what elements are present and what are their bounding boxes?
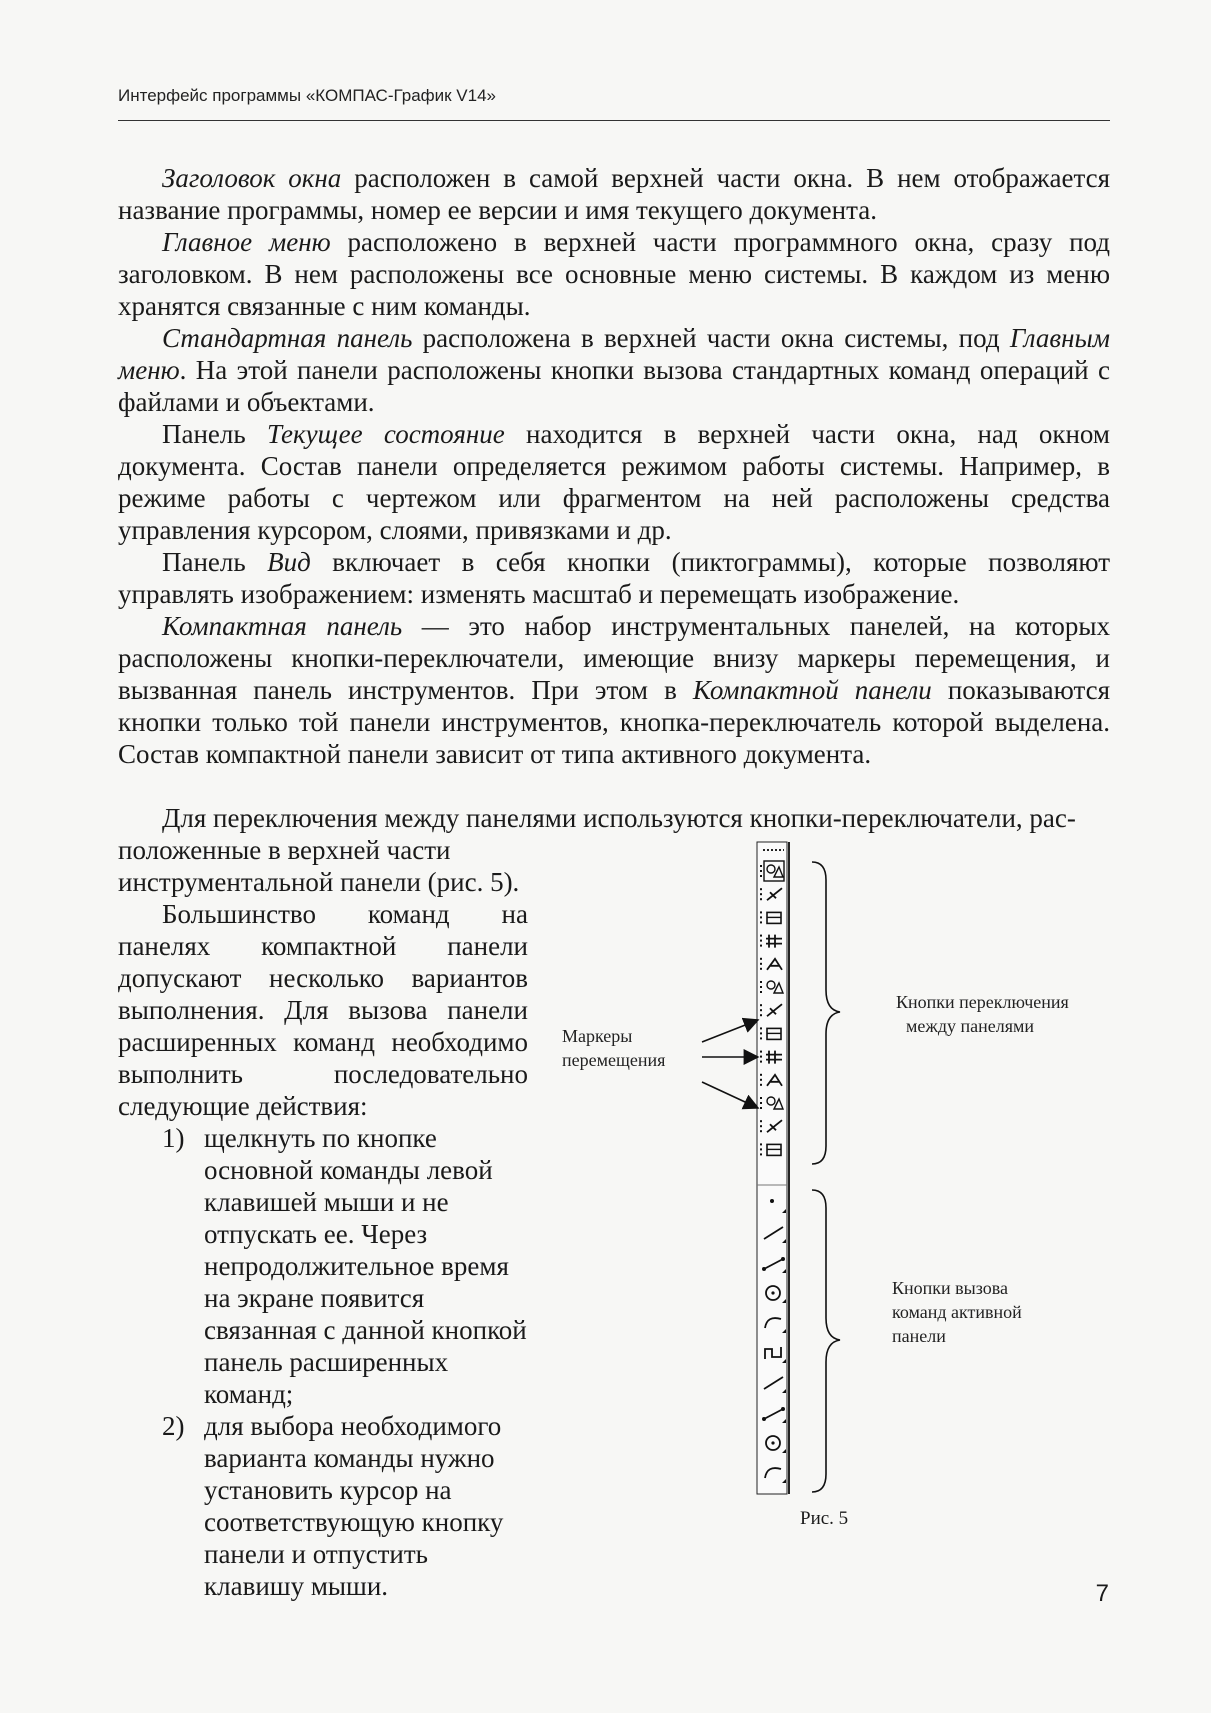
list-text: для выбора необходимого варианта команды нужно установить курсор на соответствующую кнопку панели и отпустить клавишу мыши. <box>204 1411 504 1601</box>
label-line: Кнопки вызова <box>892 1278 1008 1298</box>
term: Заголовок окна <box>162 163 342 193</box>
term: Текущее состояние <box>266 419 505 449</box>
edit-icon[interactable] <box>760 935 782 948</box>
paragraph-text: расположен в самой верхней части окна. В нем отображается название программы, номер ее версии и имя текущего документа. <box>118 163 1110 225</box>
paragraph-text: находится в верхней части окна, над окном документа. Состав панели определяется режимом работы системы. Например, в режиме работы с чертежом или фрагментом на ней расположены средства управления курсором, слоями, привязками и др. <box>118 419 1111 545</box>
arc-icon[interactable] <box>765 1318 786 1333</box>
label-line: команд активной <box>892 1302 1022 1322</box>
paragraph-text: — это набор инструментальных панелей, на которых расположены кнопки-переключатели, имеющие внизу маркеры перемещения, и вызванная панель инструментов. При этом в <box>118 611 1110 705</box>
paragraph-text: Для переключения между панелями используются кнопки-переключатели, рас- <box>162 803 1076 833</box>
spline-icon[interactable] <box>764 1377 786 1393</box>
fragment-icon[interactable] <box>760 1097 783 1109</box>
command-buttons <box>762 1199 786 1483</box>
select-icon[interactable] <box>760 1004 782 1016</box>
circle-icon[interactable] <box>766 1286 786 1303</box>
switch-buttons <box>760 861 784 1155</box>
paragraph-current-state <box>118 418 1110 546</box>
label-command-buttons <box>892 1276 1022 1348</box>
insert-icon[interactable] <box>760 1074 782 1086</box>
left-text-column <box>118 834 528 1602</box>
label-markers <box>562 1024 665 1072</box>
term: Вид <box>267 547 311 577</box>
paragraph-compact-panel <box>118 610 1110 770</box>
brace-bottom <box>812 1190 840 1492</box>
paragraph-text: включает в себя кнопки (пиктограммы), которые позволяют управлять изображением: изменять масштаб и перемещать изображение. <box>118 547 1111 609</box>
paragraph-text: . На этой панели расположены кнопки вызова стандартных команд операций с файлами и объектами. <box>118 355 1110 417</box>
list-item <box>118 1410 528 1602</box>
figure-caption: Рис. 5 <box>800 1508 849 1529</box>
arrow <box>702 1082 758 1108</box>
label-line: Маркеры <box>562 1026 633 1046</box>
term: Главным меню <box>118 323 1110 385</box>
brace-top <box>812 862 840 1164</box>
term: Стандартная панель <box>162 323 413 353</box>
label-line: перемещения <box>562 1050 666 1070</box>
paragraph-commands: Большинство команд на панелях компактной панели допускают несколько вариантов выполнения. Для вызова панели расширенных команд необходимо выполнить последовательно следующие действия: <box>118 899 528 1121</box>
page-number: 7 <box>1095 1580 1109 1607</box>
list-item <box>118 1122 528 1410</box>
mask-icon[interactable] <box>760 1143 781 1155</box>
paragraph-text: показываются кнопки только той панели инструментов, кнопка-переключатель которой выделена. Состав компактной панели зависит от типа активного документа. <box>118 675 1110 769</box>
ellipse-icon[interactable] <box>765 1347 786 1363</box>
continuation-text: положенные в верхней части инструментальной панели (рис. 5). <box>118 835 520 897</box>
list-number: 2) <box>162 1411 185 1441</box>
term: Компактной панели <box>692 675 932 705</box>
label-line: между панелями <box>906 1016 1035 1036</box>
running-header: Интерфейс программы «КОМПАС-График V14» <box>118 86 496 105</box>
equidistant-icon[interactable] <box>765 1468 786 1483</box>
parametrization-icon[interactable] <box>760 958 782 970</box>
arrow <box>702 1020 758 1042</box>
term: Главное меню <box>162 227 331 257</box>
views-icon[interactable] <box>760 1120 782 1132</box>
dimension-icon[interactable] <box>760 888 782 900</box>
measure-icon[interactable] <box>760 981 783 993</box>
list-number: 1) <box>162 1123 185 1153</box>
segment-icon[interactable] <box>762 1257 786 1273</box>
term: Компактная панель <box>162 611 403 641</box>
point-icon[interactable] <box>770 1199 786 1213</box>
list-text: щелкнуть по кнопке основной команды левой клавишей мыши и не отпускать ее. Через непродолжительное время на экране появится связанная с данной кнопкой панель расширенных команд; <box>204 1123 527 1409</box>
spec-icon[interactable] <box>760 1027 781 1039</box>
paragraph-text: Панель <box>162 547 268 577</box>
auxiliary-line-icon[interactable] <box>764 1227 786 1243</box>
label-line: панели <box>892 1326 946 1346</box>
report-icon[interactable] <box>760 1051 782 1064</box>
label-line: Кнопки переключения <box>896 992 1069 1012</box>
paragraph-switching <box>118 802 1110 834</box>
geometry-icon[interactable] <box>760 861 784 881</box>
contour-icon[interactable] <box>766 1436 786 1453</box>
toolbar-strip <box>757 842 789 1494</box>
paragraph-text: Панель <box>162 419 267 449</box>
paragraph-text: расположена в верхней части окна системы, под <box>412 323 1010 353</box>
paragraph-main-menu <box>118 226 1110 322</box>
notation-icon[interactable] <box>760 911 781 923</box>
paragraph-text: расположено в верхней части программного окна, сразу под заголовком. В нем расположены все основные меню системы. В каждом из меню хранятся связанные с ним команды. <box>118 227 1110 321</box>
label-switch-buttons <box>896 990 1069 1038</box>
paragraph-window-title <box>118 162 1110 226</box>
paragraph-view <box>118 546 1110 610</box>
polyline-icon[interactable] <box>762 1407 786 1423</box>
header-rule <box>118 120 1110 121</box>
paragraph-standard-panel <box>118 322 1110 418</box>
